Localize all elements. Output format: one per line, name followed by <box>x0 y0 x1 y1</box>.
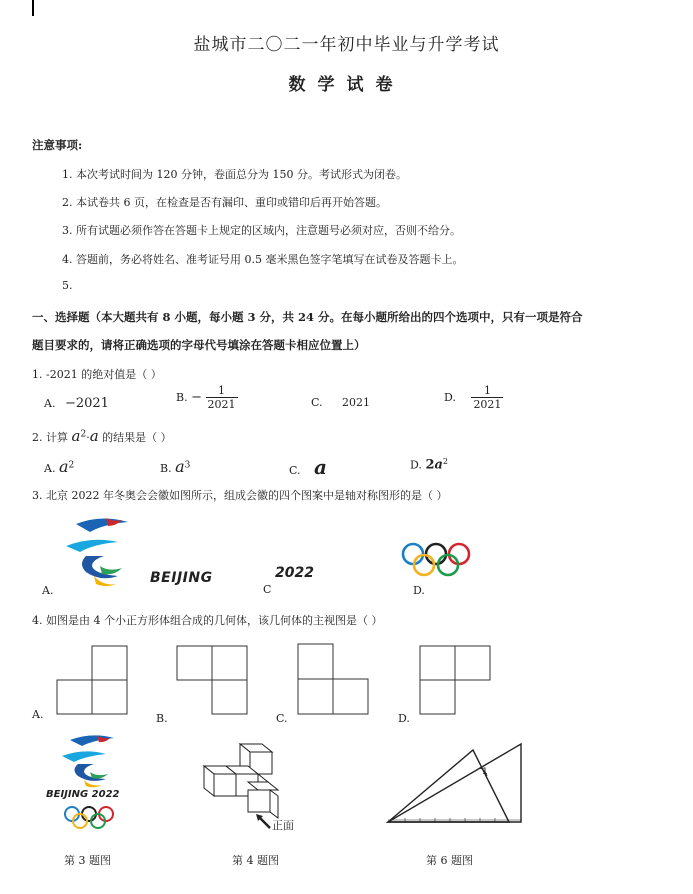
notice-item-4: 4. 答题前，务必将姓名、准考证号用 0.5 毫米黑色签字笔填写在试卷及答题卡上。 <box>62 253 464 266</box>
q1-option-b <box>176 384 238 411</box>
fig4-caption: 第 4 题图 <box>232 854 279 867</box>
q4-c-label: C. <box>276 712 288 725</box>
q2-option-a <box>44 457 74 476</box>
notice-item-1: 1. 本次考试时间为 120 分钟，卷面总分为 150 分。考试形式为闭卷。 <box>62 168 407 181</box>
text-cursor <box>32 0 34 16</box>
q4-stem: 4. 如图是由 4 个小正方形体组合成的几何体，该几何体的主视图是（ ） <box>32 614 383 627</box>
fig4-front-label: 正面 <box>272 819 294 832</box>
q1-a-label: A. <box>44 397 56 410</box>
notice-item-3: 3. 所有试题必须作答在答题卡上规定的区域内，注意题号必须对应，否则不给分。 <box>62 224 461 237</box>
q1-d-fraction <box>471 384 503 411</box>
q2-stem-exp: 2 <box>80 429 87 440</box>
notice-item-2: 2. 本试卷共 6 页，在检查是否有漏印、重印或错印后再开始答题。 <box>62 196 387 209</box>
q3-a-label: A. <box>42 584 54 597</box>
q4-option-c-view <box>296 643 370 715</box>
fig6-caption: 第 6 题图 <box>426 854 473 867</box>
q1-option-a <box>44 396 109 411</box>
q2-a-label: A. <box>44 462 56 475</box>
q2-d-exp: 2 <box>442 457 449 466</box>
q3-option-d-rings <box>400 540 472 582</box>
q1-b-denominator: 2021 <box>207 398 236 411</box>
q2-c-label: C. <box>289 464 301 477</box>
q4-a-label: A. <box>32 708 44 721</box>
q2-stem-post: 的结果是（ ） <box>102 431 172 444</box>
fig6-triangles <box>385 740 525 828</box>
q2-stem-pre: 2. 计算 <box>32 431 68 444</box>
q1-b-label: B. <box>176 391 188 404</box>
q2-stem-a: a <box>71 427 81 445</box>
q4-option-d-view <box>418 645 492 715</box>
q1-b-numerator: 1 <box>206 384 238 398</box>
q1-option-d <box>444 384 503 411</box>
q2-b-exp: 3 <box>184 460 191 471</box>
q2-d-label: D. <box>410 458 422 472</box>
q2-d-coef: 2 <box>425 457 435 473</box>
q2-option-c <box>289 455 327 479</box>
q1-c-label: C. <box>311 396 323 409</box>
q2-b-base: a <box>175 457 185 476</box>
section1-line2: 题目要求的，请将正确选项的字母代号填涂在答题卡相应位置上） <box>32 338 366 352</box>
q1-d-denominator: 2021 <box>473 398 502 411</box>
q1-b-fraction <box>206 384 238 411</box>
q2-c-base: a <box>314 455 327 479</box>
q1-c-value: 2021 <box>342 396 371 409</box>
q2-stem <box>32 427 172 445</box>
fig3-emblem <box>42 732 142 832</box>
q4-d-label: D. <box>398 712 410 725</box>
q3-c-label: C <box>263 583 272 596</box>
q2-option-d <box>410 457 448 473</box>
q2-a-base: a <box>58 457 69 476</box>
q3-d-label: D. <box>413 584 425 597</box>
fig3-caption: 第 3 题图 <box>64 854 111 867</box>
q1-stem: 1. -2021 的绝对值是（ ） <box>32 368 162 381</box>
q2-a-exp: 2 <box>68 460 75 471</box>
q3-option-a-emblem <box>56 512 136 592</box>
q2-option-b <box>160 457 190 476</box>
q2-stem-b: a <box>89 427 99 445</box>
q4-option-b-view <box>175 645 249 715</box>
section1-line1: 一、选择题（本大题共有 8 小题，每小题 3 分，共 24 分。在每小题所给出的四个选项中，只有一项是符合 <box>32 310 583 324</box>
q1-option-c <box>311 396 370 409</box>
q2-stem-dot: · <box>86 431 90 444</box>
q4-b-label: B. <box>156 712 168 725</box>
q1-d-label: D. <box>444 391 456 404</box>
exam-title: 盐城市二〇二一年初中毕业与升学考试 <box>193 35 500 55</box>
q4-option-a-view <box>55 645 129 715</box>
q2-b-label: B. <box>160 462 172 475</box>
q3-option-b-text: BEIJING <box>150 570 213 586</box>
fig3-text: BEIJING 2022 <box>46 789 120 800</box>
q1-d-numerator: 1 <box>471 384 503 398</box>
fig6-angle-label: 1 <box>482 767 488 777</box>
q2-d-base: a <box>434 457 443 473</box>
notice-heading: 注意事项: <box>32 138 83 152</box>
notice-item-5: 5. <box>62 279 73 292</box>
q1-a-value: −2021 <box>64 396 109 411</box>
q1-b-sign: − <box>191 390 202 405</box>
q3-stem: 3. 北京 2022 年冬奥会会徽如图所示，组成会徽的四个图案中是轴对称图形的是（ ） <box>32 489 448 502</box>
q3-option-c-text: 2022 <box>275 565 314 581</box>
exam-subtitle: 数学试卷 <box>288 75 405 95</box>
